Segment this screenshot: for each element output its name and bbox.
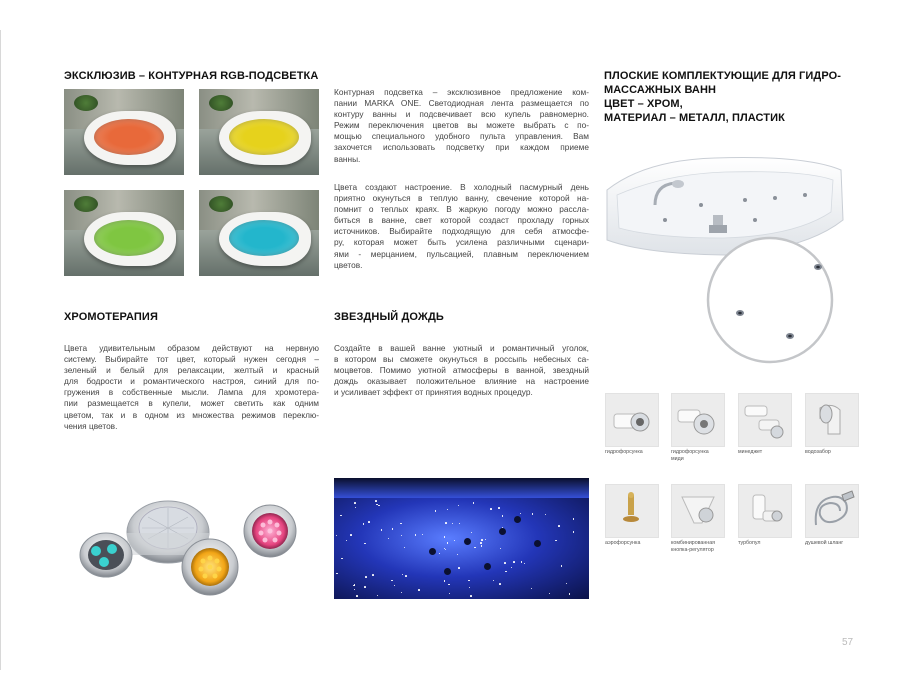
mini-jet-icon xyxy=(739,394,791,451)
product-caption xyxy=(671,449,733,463)
star-light xyxy=(444,548,446,550)
text-line: зеленый и белый для релаксации, желтый и красный xyxy=(64,365,319,376)
star-light xyxy=(400,523,402,525)
page-edge-line xyxy=(0,30,1,670)
text-line: пании MARKA ONE. Светодиодная лента размещается по xyxy=(334,98,589,109)
rgb-paragraph-2 xyxy=(334,182,589,271)
text-line: Режим переключения цветов вы можете выбрать с по- xyxy=(334,120,589,131)
caption-line: минеджет xyxy=(738,449,763,455)
star-light xyxy=(498,507,500,509)
star-light xyxy=(402,574,404,576)
star-light xyxy=(473,502,475,504)
star-light xyxy=(573,531,575,533)
fittings-title xyxy=(604,69,841,125)
turbopool-icon xyxy=(739,485,791,542)
star-light xyxy=(388,538,390,540)
star-light xyxy=(485,539,487,541)
star-light xyxy=(549,593,551,595)
caption-line: кнопка-регулятор xyxy=(671,547,714,553)
star-light xyxy=(356,595,358,597)
star-light xyxy=(447,542,449,544)
star-light xyxy=(469,587,471,589)
star-light xyxy=(493,580,495,582)
star-rain-image xyxy=(334,478,589,599)
star-light xyxy=(573,518,575,520)
star-light xyxy=(445,549,447,551)
star-light xyxy=(394,585,396,587)
text-line: для бодрости и романтического настроя, синий для по- xyxy=(64,376,319,387)
star-light xyxy=(401,592,403,594)
text-line: помнит о теплых краях. В жаркую погоду можно рассла- xyxy=(334,204,589,215)
star-light xyxy=(445,522,447,524)
text-line: приятно окунуться в теплую ванну, свечение которой на- xyxy=(334,193,589,204)
star-light xyxy=(376,504,378,506)
text-line: источников. Выбирайте подходящую для себя атмосфе- xyxy=(334,226,589,237)
text-line: Создайте в вашей ванне уютный и романтичный уголок, xyxy=(334,343,589,353)
star-light xyxy=(470,595,472,597)
star-light xyxy=(524,563,526,565)
product-caption xyxy=(805,540,867,547)
star-light xyxy=(336,535,338,537)
jet-nozzle-icon xyxy=(499,528,506,535)
star-light xyxy=(435,510,437,512)
star-light xyxy=(545,514,547,516)
star-light xyxy=(500,548,502,550)
star-light xyxy=(504,562,506,564)
star-light xyxy=(555,540,557,542)
star-light xyxy=(350,534,352,536)
star-light xyxy=(531,588,533,590)
product-caption xyxy=(805,449,867,456)
star-light xyxy=(372,574,374,576)
star-light xyxy=(404,547,406,549)
star-light xyxy=(392,528,394,530)
text-line: ПЛОСКИЕ КОМПЛЕКТУЮЩИЕ ДЛЯ ГИДРО- xyxy=(604,70,842,82)
star-light xyxy=(355,507,357,509)
product-tile xyxy=(671,484,725,538)
star-light xyxy=(340,515,342,517)
text-line: ЦВЕТ – ХРОМ, xyxy=(604,98,683,110)
star-light xyxy=(532,513,534,515)
star-light xyxy=(468,580,470,582)
star-light xyxy=(346,540,348,542)
star-light xyxy=(474,547,476,549)
star-light xyxy=(452,523,454,525)
text-line: гружения в собственные мысли. Лампа для хромотера- xyxy=(64,387,319,398)
star-light xyxy=(365,576,367,578)
star-light xyxy=(401,535,403,537)
jet-nozzle-icon xyxy=(514,516,521,523)
star-light xyxy=(377,595,379,597)
star-light xyxy=(481,545,483,547)
product-tile xyxy=(805,393,859,447)
star-light xyxy=(481,539,483,541)
lit-water xyxy=(229,220,299,256)
star-light xyxy=(520,513,522,515)
star-light xyxy=(457,554,459,556)
star-light xyxy=(336,573,338,575)
star-light xyxy=(502,515,504,517)
text-line: ями - мерцанием, пульсацией, плавным переключением xyxy=(334,248,589,259)
caption-line: турбопул xyxy=(738,540,761,546)
star-light xyxy=(471,532,473,534)
midi-jet-icon xyxy=(672,394,724,451)
rgb-paragraph-1 xyxy=(334,87,589,165)
chromotherapy-paragraph xyxy=(64,343,319,432)
star-light xyxy=(422,534,424,536)
page-number: 57 xyxy=(842,637,854,648)
lit-water xyxy=(94,220,164,256)
star-light xyxy=(364,586,366,588)
jet-nozzle-icon xyxy=(606,394,658,451)
star-light xyxy=(521,561,523,563)
product-tile xyxy=(805,484,859,538)
star-light xyxy=(354,502,356,504)
shower-hose-icon xyxy=(806,485,858,542)
water-intake-icon xyxy=(806,394,858,451)
star-light xyxy=(341,558,343,560)
control-button-icon xyxy=(672,485,724,542)
text-line: моцветов. Помимо уютной атмосферы в ванной, звездный xyxy=(334,365,589,376)
lit-water xyxy=(229,119,299,155)
star-light xyxy=(444,580,446,582)
hydromassage-tub-image xyxy=(605,150,845,365)
text-line: Цвета удивительным образом действуют на нервную xyxy=(64,343,319,353)
star-light xyxy=(569,593,571,595)
lit-water xyxy=(94,119,164,155)
star-light xyxy=(459,523,461,525)
star-light xyxy=(381,529,383,531)
star-light xyxy=(490,508,492,510)
text-line: контуру ванны и подсвечивает всю купель равномерно. xyxy=(334,109,589,120)
jet-nozzle-icon xyxy=(534,540,541,547)
plant-icon xyxy=(209,196,233,212)
text-line: в котором вы сможете окунуться в россыпь небесных са- xyxy=(334,354,589,365)
star-light xyxy=(375,500,377,502)
jet-nozzle-icon xyxy=(429,548,436,555)
jet-nozzle-icon xyxy=(464,538,471,545)
text-line: захочется использовать подсветку при каждом приеме xyxy=(334,142,589,153)
plant-icon xyxy=(74,196,98,212)
product-tile xyxy=(671,393,725,447)
text-line: Контурная подсветка – эксклюзивное предложение ком- xyxy=(334,87,589,97)
product-caption xyxy=(738,540,800,547)
star-light xyxy=(418,589,420,591)
text-line: пии размещается в купели, может светить как одним xyxy=(64,398,319,409)
jet-nozzle-icon xyxy=(444,568,451,575)
chromotherapy-lamps-image xyxy=(70,495,310,605)
star-light xyxy=(447,509,449,511)
product-tile xyxy=(738,393,792,447)
product-caption xyxy=(605,540,667,547)
caption-line: аэрофорсунка xyxy=(605,540,641,546)
product-caption xyxy=(605,449,667,456)
plant-icon xyxy=(209,95,233,111)
star-light xyxy=(363,523,365,525)
text-line: дождь оказывает положительное влияние на настроение xyxy=(334,376,589,387)
star-light xyxy=(454,540,456,542)
star-light xyxy=(558,525,560,527)
star-light xyxy=(449,593,451,595)
text-line: цветов. xyxy=(334,259,363,270)
text-line: систему. Выбирайте тот цвет, который нужен сегодня – xyxy=(64,354,319,365)
text-line: и усиливает эффект от принятия водных процедур. xyxy=(334,387,533,398)
caption-line: комбинированная xyxy=(671,540,716,546)
star-light xyxy=(499,583,501,585)
star-light xyxy=(511,567,513,569)
star-light xyxy=(391,580,393,582)
text-line: ру, которая может быть усилена различными сценари- xyxy=(334,237,589,248)
text-line: ванны. xyxy=(334,153,361,164)
text-line: МАССАЖНЫХ ВАНН xyxy=(604,84,717,96)
rgb-tub-photo xyxy=(199,89,319,175)
text-line: биться в ванне, свет которой создаст прохладу горных xyxy=(334,215,589,226)
star-light xyxy=(444,536,446,538)
star-light xyxy=(561,565,563,567)
text-line: мощью специального удобного пульта управления. Вам xyxy=(334,131,589,142)
rgb-tub-photo xyxy=(64,190,184,276)
star-light xyxy=(415,534,417,536)
text-line: Цвета создают настроение. В холодный пасмурный день xyxy=(334,182,589,192)
product-tile xyxy=(605,484,659,538)
product-caption xyxy=(671,540,733,554)
rgb-section-title: ЭКСКЛЮЗИВ – КОНТУРНАЯ RGB-ПОДСВЕТКА xyxy=(64,70,319,82)
plant-icon xyxy=(74,95,98,111)
star-light xyxy=(439,553,441,555)
star-light xyxy=(566,583,568,585)
star-rain-title: ЗВЕЗДНЫЙ ДОЖДЬ xyxy=(334,311,444,323)
product-tile xyxy=(738,484,792,538)
text-line: чения цветов. xyxy=(64,420,118,431)
star-light xyxy=(458,567,460,569)
star-light xyxy=(505,571,507,573)
product-tile xyxy=(605,393,659,447)
product-caption xyxy=(738,449,800,456)
chromotherapy-title: ХРОМОТЕРАПИЯ xyxy=(64,311,158,323)
star-light xyxy=(368,521,370,523)
star-light xyxy=(513,561,515,563)
jet-nozzle-icon xyxy=(484,563,491,570)
star-light xyxy=(405,575,407,577)
caption-line: гидрофорсунка xyxy=(605,449,643,455)
text-line: цветом, так и в одном из множества режимов переклю- xyxy=(64,409,319,420)
star-light xyxy=(353,585,355,587)
star-rain-paragraph xyxy=(334,343,589,398)
tub-rim xyxy=(334,478,589,498)
air-nozzle-icon xyxy=(606,485,658,542)
rgb-tub-photo xyxy=(199,190,319,276)
star-light xyxy=(364,543,366,545)
caption-line: гидрофорсунка xyxy=(671,449,709,455)
star-light xyxy=(448,584,450,586)
star-light xyxy=(480,542,482,544)
star-light xyxy=(378,505,380,507)
rgb-tub-photo xyxy=(64,89,184,175)
text-line: МАТЕРИАЛ – МЕТАЛЛ, ПЛАСТИК xyxy=(604,112,785,124)
caption-line: водозабор xyxy=(805,449,831,455)
star-light xyxy=(354,589,356,591)
caption-line: миди xyxy=(671,456,684,462)
star-light xyxy=(458,505,460,507)
caption-line: душевой шланг xyxy=(805,540,844,546)
